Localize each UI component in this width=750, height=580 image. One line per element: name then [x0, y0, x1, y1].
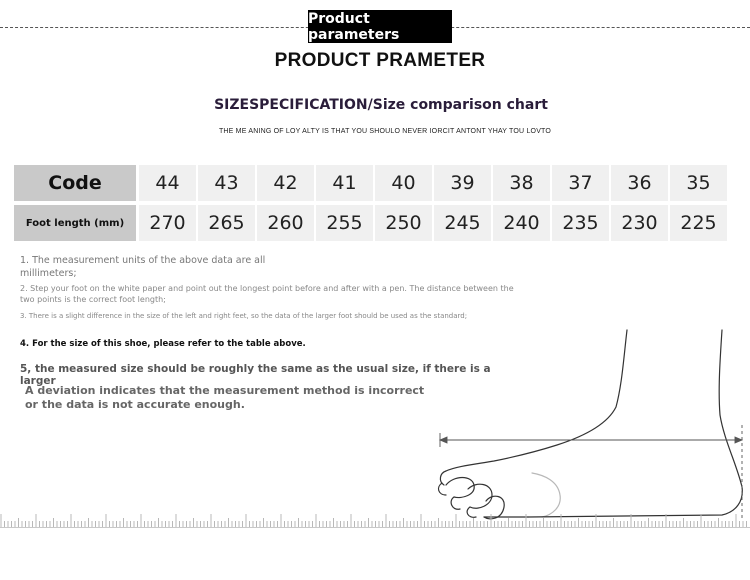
ruler-baseline — [0, 527, 750, 528]
note-5: 5, the measured size should be roughly the same as the usual size, if there is a larger — [20, 363, 491, 387]
foot-length-cell: 265 — [198, 205, 255, 241]
size-chart-subtitle: SIZESPECIFICATION/Size comparison chart — [214, 97, 548, 113]
note-1: 1. The measurement units of the above data are all millimeters; — [20, 255, 266, 279]
size-code-cell: 41 — [316, 165, 373, 201]
size-code-cell: 38 — [493, 165, 550, 201]
foot-measurement-illustration — [432, 325, 750, 525]
size-code-cell: 42 — [257, 165, 314, 201]
size-code-cell: 39 — [434, 165, 491, 201]
foot-length-cell: 255 — [316, 205, 373, 241]
tagline: THE ME ANING OF LOY ALTY IS THAT YOU SHOULO NEVER IORCIT ANTONT YHAY TOU LOVTO — [218, 128, 552, 135]
note-6: A deviation indicates that the measurement method is incorrect or the data is not accurate enough. — [25, 384, 425, 411]
foot-length-cell: 260 — [257, 205, 314, 241]
code-label: Code — [14, 165, 136, 201]
size-code-cell: 36 — [611, 165, 668, 201]
size-code-cell: 40 — [375, 165, 432, 201]
size-code-cell: 44 — [139, 165, 196, 201]
note-3: 3. There is a slight difference in the size of the left and right feet, so the data of the larger foot should be used as the standard; — [20, 312, 468, 320]
foot-length-cell: 250 — [375, 205, 432, 241]
foot-length-cell: 235 — [552, 205, 609, 241]
foot-length-cell: 245 — [434, 205, 491, 241]
note-4: 4. For the size of this shoe, please refer to the table above. — [20, 339, 306, 349]
size-code-cell: 35 — [670, 165, 727, 201]
foot-length-label: Foot length (mm) — [14, 205, 136, 241]
page-title: PRODUCT PRAMETER — [274, 50, 486, 71]
size-code-cell: 43 — [198, 165, 255, 201]
foot-length-cell: 240 — [493, 205, 550, 241]
foot-length-cell: 270 — [139, 205, 196, 241]
size-code-cell: 37 — [552, 165, 609, 201]
note-2: 2. Step your foot on the white paper and point out the longest point before and after with a pen. The distance between the two points is the correct foot length; — [20, 284, 514, 304]
foot-length-cell: 230 — [611, 205, 668, 241]
foot-length-cell: 225 — [670, 205, 727, 241]
measuring-ruler — [0, 514, 750, 528]
product-parameters-badge: Product parameters — [308, 10, 452, 43]
